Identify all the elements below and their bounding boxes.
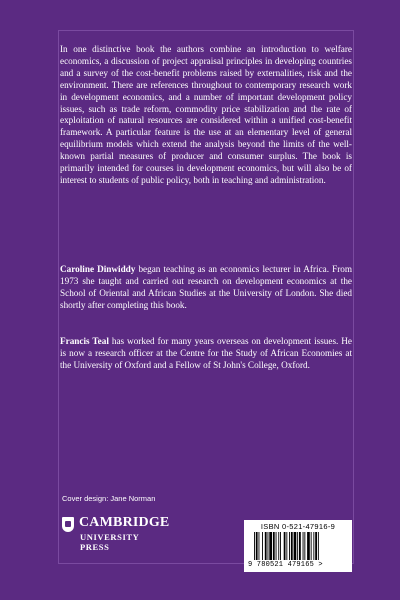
author-bio-1 xyxy=(60,264,352,312)
publisher-logo xyxy=(62,515,170,553)
barcode-stripe xyxy=(265,532,267,560)
author-name-2: Francis Teal xyxy=(60,336,109,346)
book-description: In one distinctive book the authors combine an introduction to welfare economics, a discussion of project appraisal principles in developing countries and a survey of the cost-benefit problems raised by externalities, risk and the environment. There are references throughout to contemporary research work in development economics, and a number of important development policy issues, such as trade reform, commodity price stabilization and the rate of exploitation of natural resources are considered within a unified cost-benefit framework. A particular feature is the use at an elementary level of general equilibrium models which extend the analysis beyond the limits of the well-known partial measures of producer and consumer surplus. The book is primarily intended for courses in development economics, but will also be of interest to students of public policy, both in teaching and administration. xyxy=(60,44,352,185)
cover-design-credit: Cover design: Jane Norman xyxy=(62,494,156,503)
barcode-stripe xyxy=(289,532,290,560)
publisher-subtitle: UNIVERSITY PRESS xyxy=(80,532,140,552)
barcode-stripe xyxy=(297,532,298,560)
barcode-stripe xyxy=(276,532,277,560)
barcode-stripe xyxy=(284,532,286,560)
barcode-stripe xyxy=(291,532,293,560)
author-bio-2 xyxy=(60,336,352,372)
publisher-name: CAMBRIDGE xyxy=(79,515,170,530)
barcode-stripe xyxy=(303,532,304,560)
author-bio-text-1: began teaching as an economics lecturer in Africa. From 1973 she taught and carried out research on development economics at the School of Oriental and African Studies at the University of London. She died shortly after completing this book. xyxy=(60,264,352,310)
author-bio-text-2: has worked for many years overseas on development issues. He is now a research officer at the Centre for the Study of African Economies at the University of Oxford and a Fellow of St John's College, Oxford. xyxy=(60,336,352,370)
barcode-stripe xyxy=(254,532,255,560)
barcode-stripe xyxy=(318,532,319,560)
isbn-label: ISBN 0-521-47916-9 xyxy=(260,522,336,531)
barcode-stripe xyxy=(307,532,310,560)
barcode-icon xyxy=(254,532,344,560)
barcode-stripe xyxy=(269,532,272,560)
cambridge-shield-icon xyxy=(62,517,74,532)
barcode-stripe xyxy=(262,532,263,560)
author-name-1: Caroline Dinwiddy xyxy=(60,264,136,274)
barcode-number: 9 780521 479165 > xyxy=(248,561,323,569)
barcode-stripe xyxy=(311,532,312,560)
barcode-stripe xyxy=(259,532,260,560)
barcode-stripe xyxy=(304,532,305,560)
barcode-stripe xyxy=(256,532,258,560)
barcode-stripe xyxy=(286,532,287,560)
barcode-stripe xyxy=(315,532,317,560)
barcode-stripe xyxy=(268,532,269,560)
barcode-stripe xyxy=(273,532,275,560)
barcode-stripe xyxy=(280,532,281,560)
barcode-stripe xyxy=(294,532,297,560)
barcode-stripe xyxy=(278,532,279,560)
barcode-stripe xyxy=(299,532,301,560)
barcode-stripe xyxy=(313,532,314,560)
